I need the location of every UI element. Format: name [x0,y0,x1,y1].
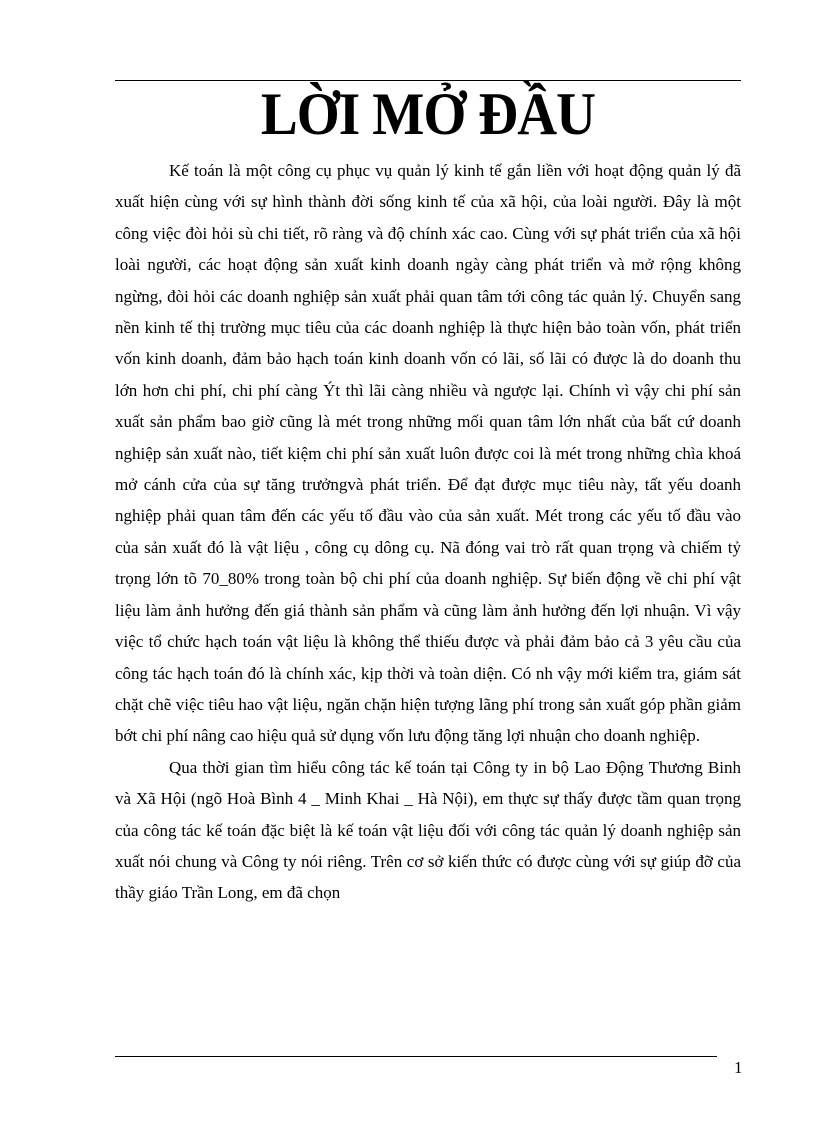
page-number: 1 [734,1058,743,1077]
footer-rule [115,1056,717,1057]
paragraph-2: Qua thời gian tìm hiểu công tác kế toán tại Công ty in bộ Lao Động Thương Binh và Xã Hội (ngõ Hoà Bình 4 _ Minh Khai _ Hà Nội), em thực sự thấy được tầm quan trọng của công tác kế toán đặc biệt là kế toán vật liệu đối với công tác quản lý doanh nghiệp sản xuất nói chung và Công ty nói riêng. Trên cơ sở kiến thức có được cùng với sự giúp đỡ của thầy giáo Trần Long, em đã chọn [115,757,741,903]
paragraph-1: Kế toán là một công cụ phục vụ quản lý kinh tế gắn liền với hoạt động quản lý đã xuất hiện cùng với sự hình thành đời sống kinh tế của xã hội, của loài người. Đây là một công việc đòi hỏi sù chi tiết, rõ ràng và độ chính xác cao. Cùng với sự phát triển của xã hội loài người, các hoạt động sản xuất kinh doanh ngày càng phát triển và mở rộng không ngừng, đòi hỏi các doanh nghiệp sản xuất phải quan tâm tới công tác quản lý. Chuyển sang nền kinh tế thị trường mục tiêu của các doanh nghiệp là thực hiện bảo toàn vốn, phát triển vốn kinh doanh, đảm bảo hạch toán kinh doanh vốn có lãi, số lãi có được là do doanh thu lớn hơn chi phí, chi phí càng Ýt thì lãi càng nhiều và ngược lại. Chính vì vậy chi phí sản xuất sản phẩm bao giờ cũng là mét trong những mối quan tâm lớn nhất của bất cứ doanh nghiệp sản xuất nào, tiết kiệm chi phí sản xuất luôn được coi là mét trong những chìa khoá mở cánh cửa của sự tăng trưởngvà phát triển. Để đạt được mục tiêu này, tất yếu doanh nghiệp phải quan tâm đến các yếu tố đầu vào của sản xuất. Mét trong các yếu tố đầu vào của sản xuất đó là vật liệu , công cụ dông cụ. Nã đóng vai trò rất quan trọng và chiếm tỷ trọng lớn tõ 70_80% trong toàn bộ chi phí của doanh nghiệp. Sự biến động về chi phí vật liệu làm ảnh hưởng đến giá thành sản phẩm và cũng làm ảnh hưởng đến lợi nhuận. Vì vậy việc tổ chức hạch toán vật liệu là không thể thiếu được và phải đảm bảo cả 3 yêu cầu của công tác hạch toán đó là chính xác, kịp thời và toàn diện. Có nh vậy mới kiểm tra, giám sát chặt chẽ việc tiêu hao vật liệu, ngăn chặn hiện tượng lãng phí trong sản xuất góp phần giảm bớt chi phí nâng cao hiệu quả sử dụng vốn lưu động tăng lợi nhuận cho doanh nghiệp. [115,161,741,746]
page-title: LỜI MỞ ĐẦU [260,81,596,147]
document-body [115,155,741,909]
